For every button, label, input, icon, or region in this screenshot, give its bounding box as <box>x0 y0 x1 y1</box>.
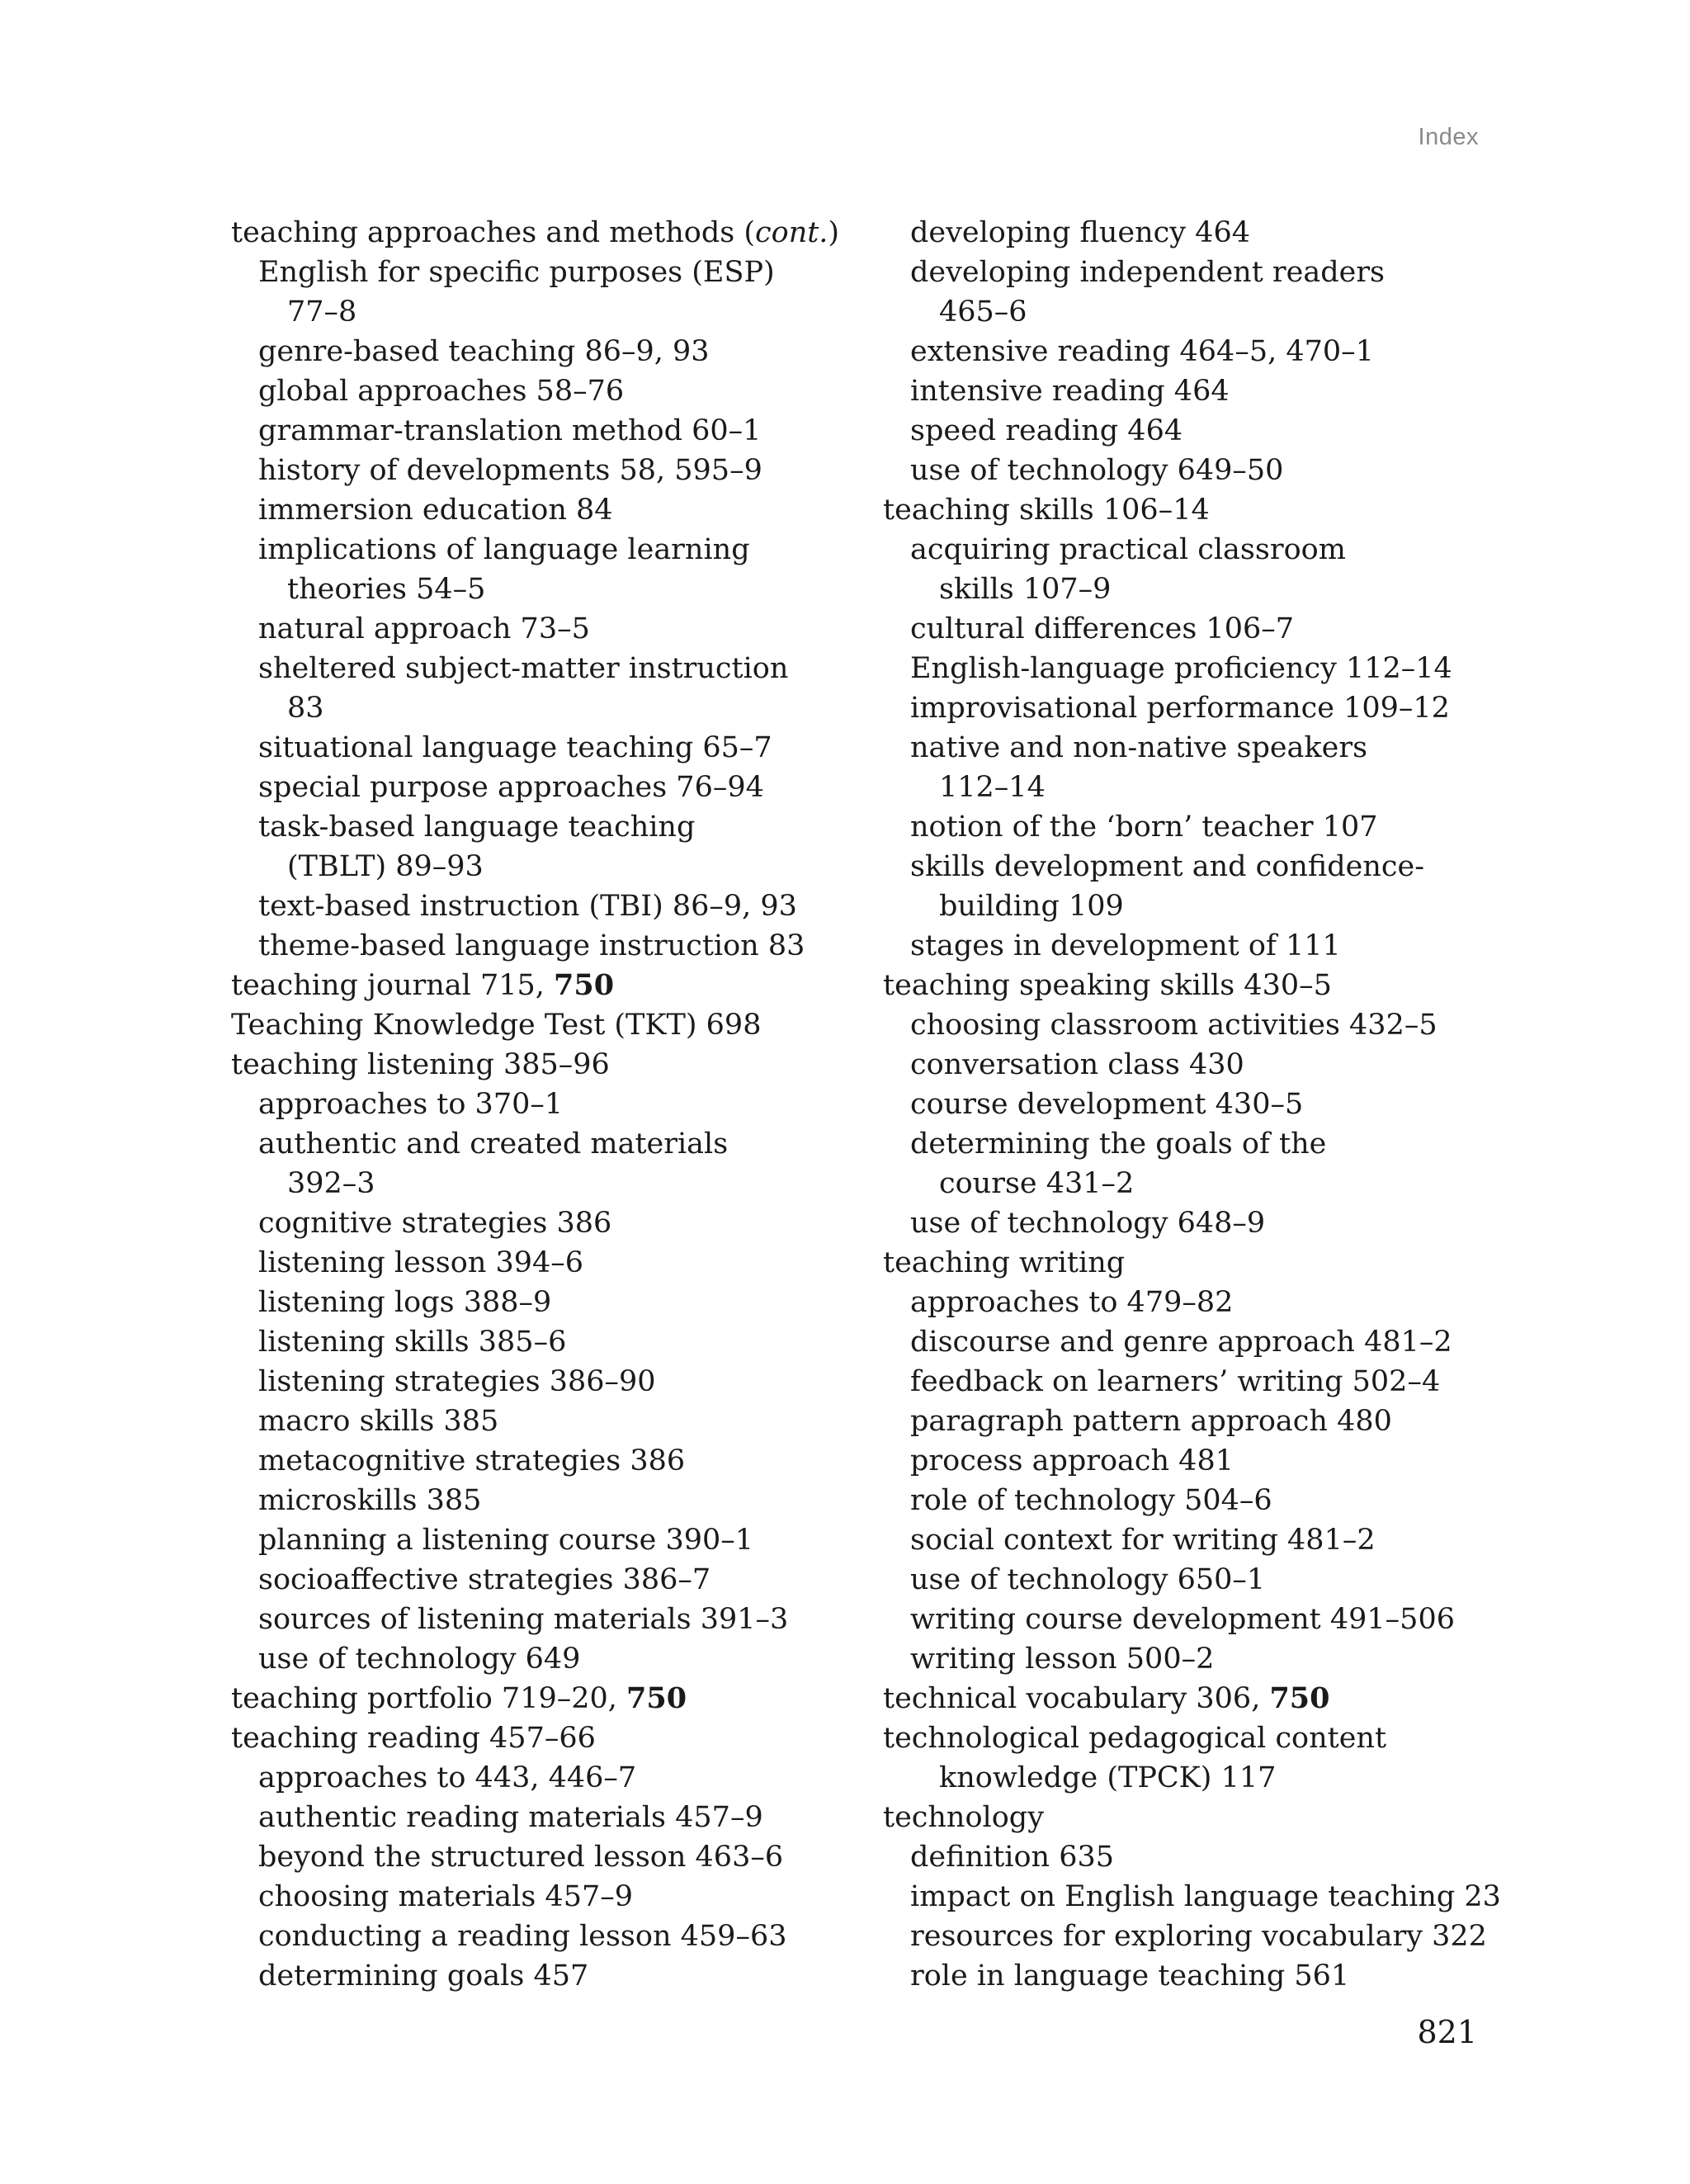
index-subentry <box>883 1124 1510 1164</box>
index-subentry <box>231 1362 875 1402</box>
entry-text: sources of listening materials 391–3 <box>258 1603 789 1636</box>
entry-text: developing independent readers <box>910 256 1386 289</box>
index-subentry <box>883 530 1510 570</box>
entry-text: role of technology 504–6 <box>910 1484 1272 1517</box>
index-heading <box>231 1679 875 1718</box>
entry-text: course 431–2 <box>939 1167 1135 1200</box>
entry-text: intensive reading 464 <box>910 375 1230 408</box>
index-subentry <box>883 1362 1510 1402</box>
entry-text: history of developments 58, 595–9 <box>258 454 762 487</box>
entry-text: authentic and created materials <box>258 1127 729 1161</box>
index-subentry <box>883 451 1510 490</box>
bold-page-reference: 750 <box>1269 1681 1330 1715</box>
index-subentry <box>883 1600 1510 1639</box>
index-turnover-line <box>883 886 1510 926</box>
entry-text: determining the goals of the <box>910 1127 1327 1161</box>
italic-text: cont. <box>755 216 828 249</box>
entry-text: impact on English language teaching 23 <box>910 1880 1501 1913</box>
entry-text: use of technology 649–50 <box>910 454 1284 487</box>
entry-text: socioaffective strategies 386–7 <box>258 1563 711 1596</box>
entry-text: process approach 481 <box>910 1444 1234 1477</box>
index-turnover-line <box>883 570 1510 609</box>
index-heading <box>883 490 1510 530</box>
entry-text: social context for writing 481–2 <box>910 1524 1376 1557</box>
entry-text: text-based instruction (TBI) 86–9, 93 <box>258 890 797 923</box>
entry-text: conducting a reading lesson 459–63 <box>258 1920 787 1953</box>
index-subentry <box>231 1917 875 1956</box>
entry-text: authentic reading materials 457–9 <box>258 1801 763 1834</box>
index-heading <box>231 213 875 253</box>
index-subentry <box>883 332 1510 371</box>
index-subentry <box>883 649 1510 688</box>
entry-text: course development 430–5 <box>910 1088 1304 1121</box>
index-subentry <box>231 768 875 807</box>
index-subentry <box>883 847 1510 886</box>
entry-text: speed reading 464 <box>910 414 1183 447</box>
entry-text: use of technology 650–1 <box>910 1563 1266 1596</box>
index-subentry <box>883 1560 1510 1600</box>
page-number: 821 <box>1417 2014 1477 2050</box>
entry-text: technology <box>883 1801 1044 1834</box>
index-subentry <box>883 1481 1510 1520</box>
entry-text: building 109 <box>939 890 1124 923</box>
entry-text: implications of language learning <box>258 533 750 566</box>
index-subentry <box>231 490 875 530</box>
entry-text: use of technology 648–9 <box>910 1207 1266 1240</box>
entry-text: teaching writing <box>883 1246 1126 1279</box>
index-subentry <box>883 1441 1510 1481</box>
entry-text: situational language teaching 65–7 <box>258 731 772 764</box>
index-subentry <box>231 1560 875 1600</box>
entry-text: microskills 385 <box>258 1484 482 1517</box>
index-subentry <box>883 1917 1510 1956</box>
index-subentry <box>883 1877 1510 1917</box>
entry-text: 83 <box>287 692 324 725</box>
index-subentry <box>231 253 875 292</box>
index-subentry <box>231 926 875 966</box>
entry-text: choosing classroom activities 432–5 <box>910 1009 1437 1042</box>
entry-text: listening skills 385–6 <box>258 1326 567 1359</box>
entry-text: sheltered subject-matter instruction <box>258 652 789 685</box>
entry-text: teaching skills 106–14 <box>883 494 1210 527</box>
index-heading <box>231 966 875 1005</box>
index-subentry <box>883 1402 1510 1441</box>
index-turnover-line <box>231 688 875 728</box>
index-subentry <box>231 1600 875 1639</box>
index-turnover-line <box>231 570 875 609</box>
index-turnover-line <box>883 1164 1510 1203</box>
index-subentry <box>231 332 875 371</box>
entry-text: developing fluency 464 <box>910 216 1250 249</box>
index-turnover-line <box>231 847 875 886</box>
entry-text: skills 107–9 <box>939 573 1112 606</box>
entry-text: English for specific purposes (ESP) <box>258 256 775 289</box>
entry-text: determining goals 457 <box>258 1959 589 1993</box>
index-subentry <box>883 1283 1510 1322</box>
index-heading <box>883 1679 1510 1718</box>
entry-text: teaching journal 715, <box>231 969 555 1002</box>
entry-text: metacognitive strategies 386 <box>258 1444 686 1477</box>
index-subentry <box>883 1085 1510 1124</box>
entry-text: extensive reading 464–5, 470–1 <box>910 335 1374 368</box>
entry-text: 112–14 <box>939 771 1046 804</box>
entry-text: teaching reading 457–66 <box>231 1722 596 1755</box>
entry-text: improvisational performance 109–12 <box>910 692 1450 725</box>
index-subentry <box>883 609 1510 649</box>
index-subentry <box>883 213 1510 253</box>
entry-text: approaches to 443, 446–7 <box>258 1761 637 1794</box>
index-subentry <box>883 253 1510 292</box>
index-subentry <box>883 688 1510 728</box>
index-subentry <box>231 886 875 926</box>
entry-text: teaching speaking skills 430–5 <box>883 969 1332 1002</box>
index-heading <box>231 1718 875 1758</box>
index-subentry <box>883 371 1510 411</box>
entry-text: Teaching Knowledge Test (TKT) 698 <box>231 1009 762 1042</box>
index-subentry <box>883 1520 1510 1560</box>
entry-text: teaching portfolio 719–20, <box>231 1682 627 1715</box>
entry-text: immersion education 84 <box>258 494 613 527</box>
index-subentry <box>883 1837 1510 1877</box>
index-subentry <box>883 411 1510 451</box>
index-heading <box>883 1243 1510 1283</box>
index-subentry <box>883 926 1510 966</box>
index-subentry <box>231 1203 875 1243</box>
entry-text: genre-based teaching 86–9, 93 <box>258 335 710 368</box>
index-subentry <box>231 411 875 451</box>
entry-text: cultural differences 106–7 <box>910 612 1294 645</box>
index-subentry <box>231 530 875 570</box>
entry-text: resources for exploring vocabulary 322 <box>910 1920 1487 1953</box>
entry-text: notion of the ‘born’ teacher 107 <box>910 811 1378 844</box>
index-turnover-line <box>883 1758 1510 1798</box>
index-subentry <box>231 1520 875 1560</box>
entry-text: teaching approaches and methods ( <box>231 216 756 249</box>
index-subentry <box>883 728 1510 768</box>
index-subentry <box>883 1322 1510 1362</box>
entry-text: choosing materials 457–9 <box>258 1880 633 1913</box>
index-subentry <box>883 1639 1510 1679</box>
index-subentry <box>231 1283 875 1322</box>
entry-text: role in language teaching 561 <box>910 1959 1350 1993</box>
entry-text: English-language proficiency 112–14 <box>910 652 1452 685</box>
index-subentry <box>231 1877 875 1917</box>
entry-text: skills development and confidence- <box>910 850 1425 883</box>
index-subentry <box>883 807 1510 847</box>
index-turnover-line <box>883 768 1510 807</box>
entry-text: planning a listening course 390–1 <box>258 1524 754 1557</box>
entry-text: theories 54–5 <box>287 573 486 606</box>
entry-text: task-based language teaching <box>258 811 696 844</box>
entry-text: native and non-native speakers <box>910 731 1368 764</box>
index-heading <box>231 1045 875 1085</box>
entry-text: ) <box>828 216 840 249</box>
entry-text: natural approach 73–5 <box>258 612 590 645</box>
running-head: Index <box>1418 124 1479 150</box>
entry-text: teaching listening 385–96 <box>231 1048 610 1081</box>
entry-text: acquiring practical classroom <box>910 533 1346 566</box>
index-subentry <box>231 1441 875 1481</box>
index-subentry <box>231 1243 875 1283</box>
index-heading <box>883 966 1510 1005</box>
index-subentry <box>231 1956 875 1996</box>
index-column-left <box>231 213 875 1996</box>
index-column-right <box>883 213 1510 1996</box>
entry-text: writing lesson 500–2 <box>910 1643 1215 1676</box>
index-subentry <box>883 1005 1510 1045</box>
entry-text: technical vocabulary 306, <box>883 1682 1270 1715</box>
entry-text: grammar-translation method 60–1 <box>258 414 762 447</box>
index-subentry <box>231 1758 875 1798</box>
index-subentry <box>231 1402 875 1441</box>
entry-text: stages in development of 111 <box>910 929 1341 962</box>
index-turnover-line <box>883 292 1510 332</box>
index-heading <box>883 1718 1510 1758</box>
index-subentry <box>231 1639 875 1679</box>
index-subentry <box>231 609 875 649</box>
entry-text: feedback on learners’ writing 502–4 <box>910 1365 1441 1398</box>
index-subentry <box>883 1045 1510 1085</box>
entry-text: writing course development 491–506 <box>910 1603 1455 1636</box>
entry-text: listening logs 388–9 <box>258 1286 552 1319</box>
entry-text: (TBLT) 89–93 <box>287 850 484 883</box>
entry-text: 465–6 <box>939 295 1027 329</box>
index-subentry <box>231 451 875 490</box>
index-subentry <box>231 649 875 688</box>
entry-text: 392–3 <box>287 1167 375 1200</box>
index-subentry <box>231 807 875 847</box>
entry-text: listening strategies 386–90 <box>258 1365 656 1398</box>
entry-text: beyond the structured lesson 463–6 <box>258 1841 784 1874</box>
index-subentry <box>231 1322 875 1362</box>
bold-page-reference: 750 <box>626 1681 687 1715</box>
entry-text: definition 635 <box>910 1841 1114 1874</box>
index-subentry <box>231 371 875 411</box>
entry-text: use of technology 649 <box>258 1643 581 1676</box>
index-subentry <box>883 1203 1510 1243</box>
index-heading <box>883 1798 1510 1837</box>
entry-text: special purpose approaches 76–94 <box>258 771 764 804</box>
entry-text: approaches to 370–1 <box>258 1088 564 1121</box>
entry-text: global approaches 58–76 <box>258 375 625 408</box>
bold-page-reference: 750 <box>554 968 615 1002</box>
index-subentry <box>231 1837 875 1877</box>
index-subentry <box>231 1481 875 1520</box>
entry-text: cognitive strategies 386 <box>258 1207 612 1240</box>
index-subentry <box>231 728 875 768</box>
index-heading <box>231 1005 875 1045</box>
entry-text: listening lesson 394–6 <box>258 1246 584 1279</box>
index-subentry <box>883 1956 1510 1996</box>
entry-text: technological pedagogical content <box>883 1722 1387 1755</box>
entry-text: theme-based language instruction 83 <box>258 929 805 962</box>
index-subentry <box>231 1085 875 1124</box>
entry-text: approaches to 479–82 <box>910 1286 1234 1319</box>
index-subentry <box>231 1124 875 1164</box>
entry-text: conversation class 430 <box>910 1048 1244 1081</box>
entry-text: 77–8 <box>287 295 357 329</box>
index-turnover-line <box>231 292 875 332</box>
entry-text: discourse and genre approach 481–2 <box>910 1326 1452 1359</box>
entry-text: paragraph pattern approach 480 <box>910 1405 1392 1438</box>
index-turnover-line <box>231 1164 875 1203</box>
index-subentry <box>231 1798 875 1837</box>
entry-text: macro skills 385 <box>258 1405 499 1438</box>
entry-text: knowledge (TPCK) 117 <box>939 1761 1277 1794</box>
